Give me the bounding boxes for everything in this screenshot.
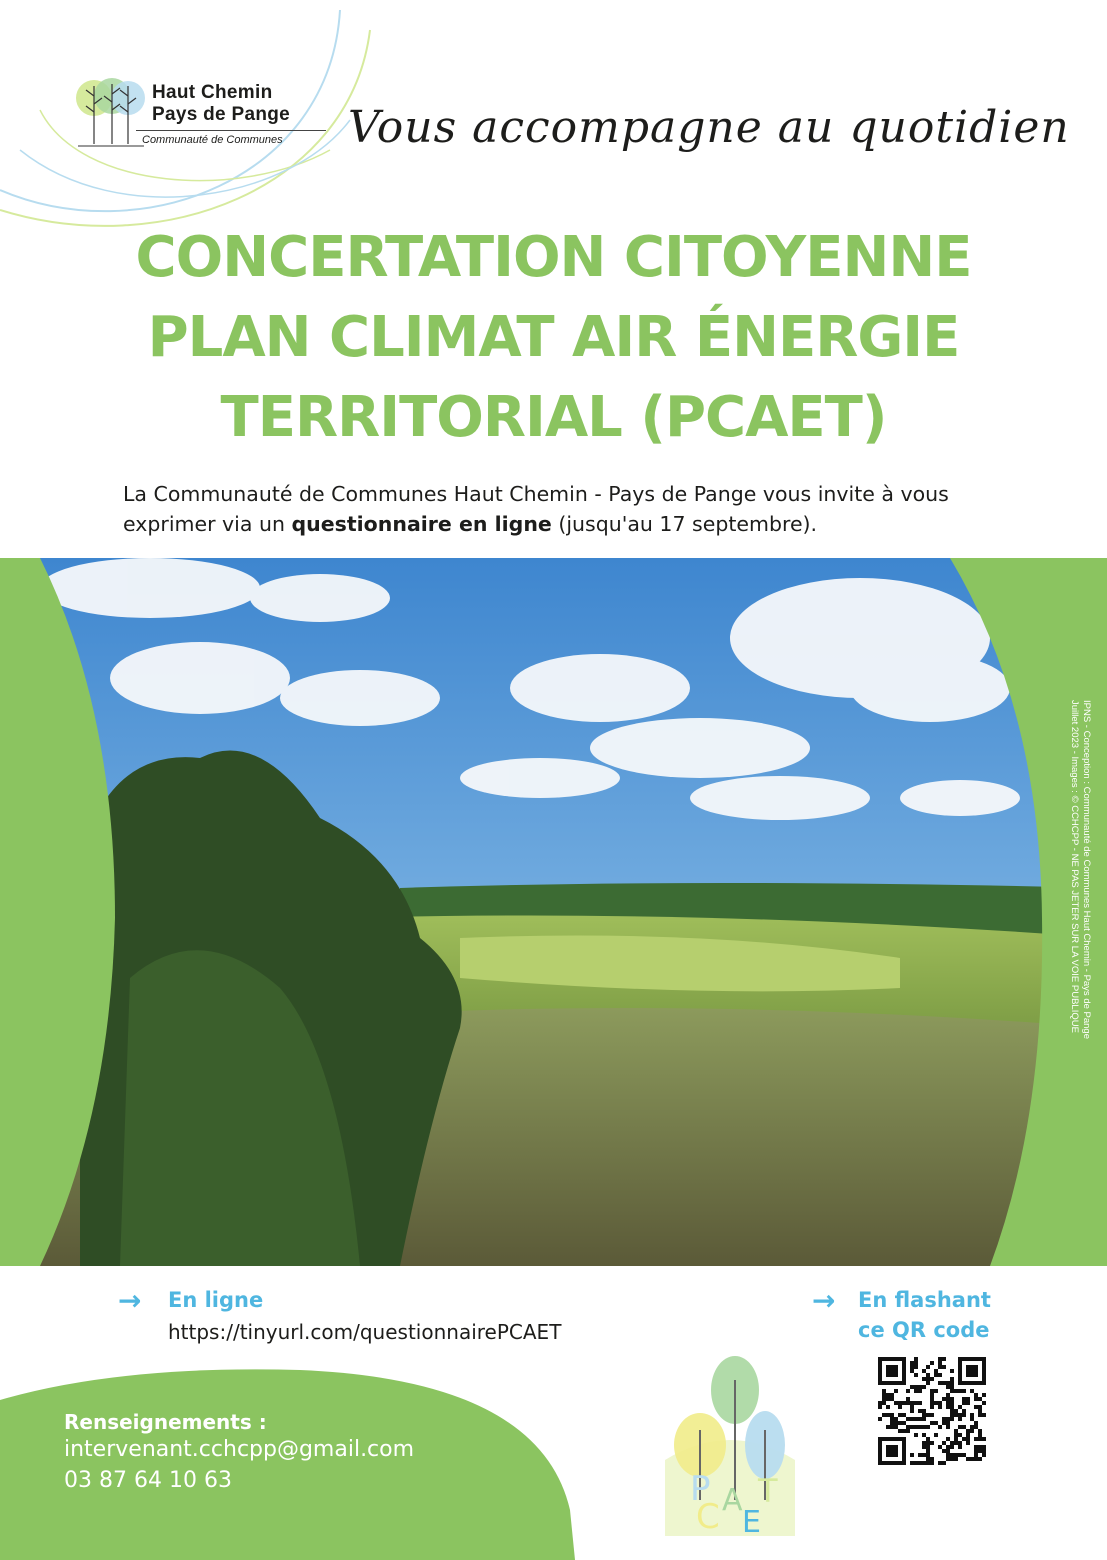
title-line-3: TERRITORIAL (PCAET) xyxy=(220,385,887,450)
qr-label-line2: ce QR code xyxy=(858,1318,990,1342)
tagline: Vous accompagne au quotidien xyxy=(348,102,1070,153)
credit-text xyxy=(1040,700,1100,1140)
landscape-photo xyxy=(0,558,1107,1266)
page-title xyxy=(0,218,1107,458)
pcaet-letter-p: P xyxy=(690,1469,711,1509)
contact-phone[interactable]: 03 87 64 10 63 xyxy=(64,1468,232,1493)
pcaet-letter-c: C xyxy=(696,1497,720,1536)
community-logo xyxy=(74,74,334,164)
arrow-right-icon: → xyxy=(812,1284,836,1317)
qr-label-line1: En flashant xyxy=(858,1288,991,1312)
info-title: Renseignements : xyxy=(64,1410,267,1434)
logo-subtitle: Communauté de Communes xyxy=(142,134,283,146)
intro-text xyxy=(123,479,1023,539)
intro-bold: questionnaire en ligne xyxy=(291,512,552,536)
pcaet-logo xyxy=(660,1350,800,1536)
title-line-1: CONCERTATION CITOYENNE xyxy=(135,225,972,290)
contact-email[interactable]: intervenant.cchcpp@gmail.com xyxy=(64,1437,415,1462)
questionnaire-link[interactable]: https://tinyurl.com/questionnairePCAET xyxy=(168,1320,562,1344)
arrow-right-icon: → xyxy=(118,1284,142,1317)
online-label: En ligne xyxy=(168,1288,264,1312)
qr-code[interactable] xyxy=(878,1357,986,1465)
title-line-2: PLAN CLIMAT AIR ÉNERGIE xyxy=(147,305,960,370)
pcaet-letter-a: A xyxy=(722,1483,743,1518)
intro-part2: (jusqu'au 17 septembre). xyxy=(551,512,818,536)
logo-name-line2: Pays de Pange xyxy=(152,104,291,125)
trees-icon xyxy=(74,74,146,154)
credit-line-1: IPNS - Conception : Communauté de Communes Haut Chemin - Pays de Pange xyxy=(1081,700,1092,1039)
intro-part1: La Communauté de Communes Haut Chemin - Pays de Pange vous invite à vous exprimer via un xyxy=(123,482,949,536)
credit-line-2: Juillet 2023 - Images : © CCHCPP - NE PAS JETER SUR LA VOIE PUBLIQUE xyxy=(1069,700,1080,1033)
pcaet-letter-t: T xyxy=(758,1472,778,1510)
pcaet-letter-e: E xyxy=(742,1505,761,1536)
logo-name-line1: Haut Chemin xyxy=(152,82,273,103)
logo-divider xyxy=(136,130,326,131)
